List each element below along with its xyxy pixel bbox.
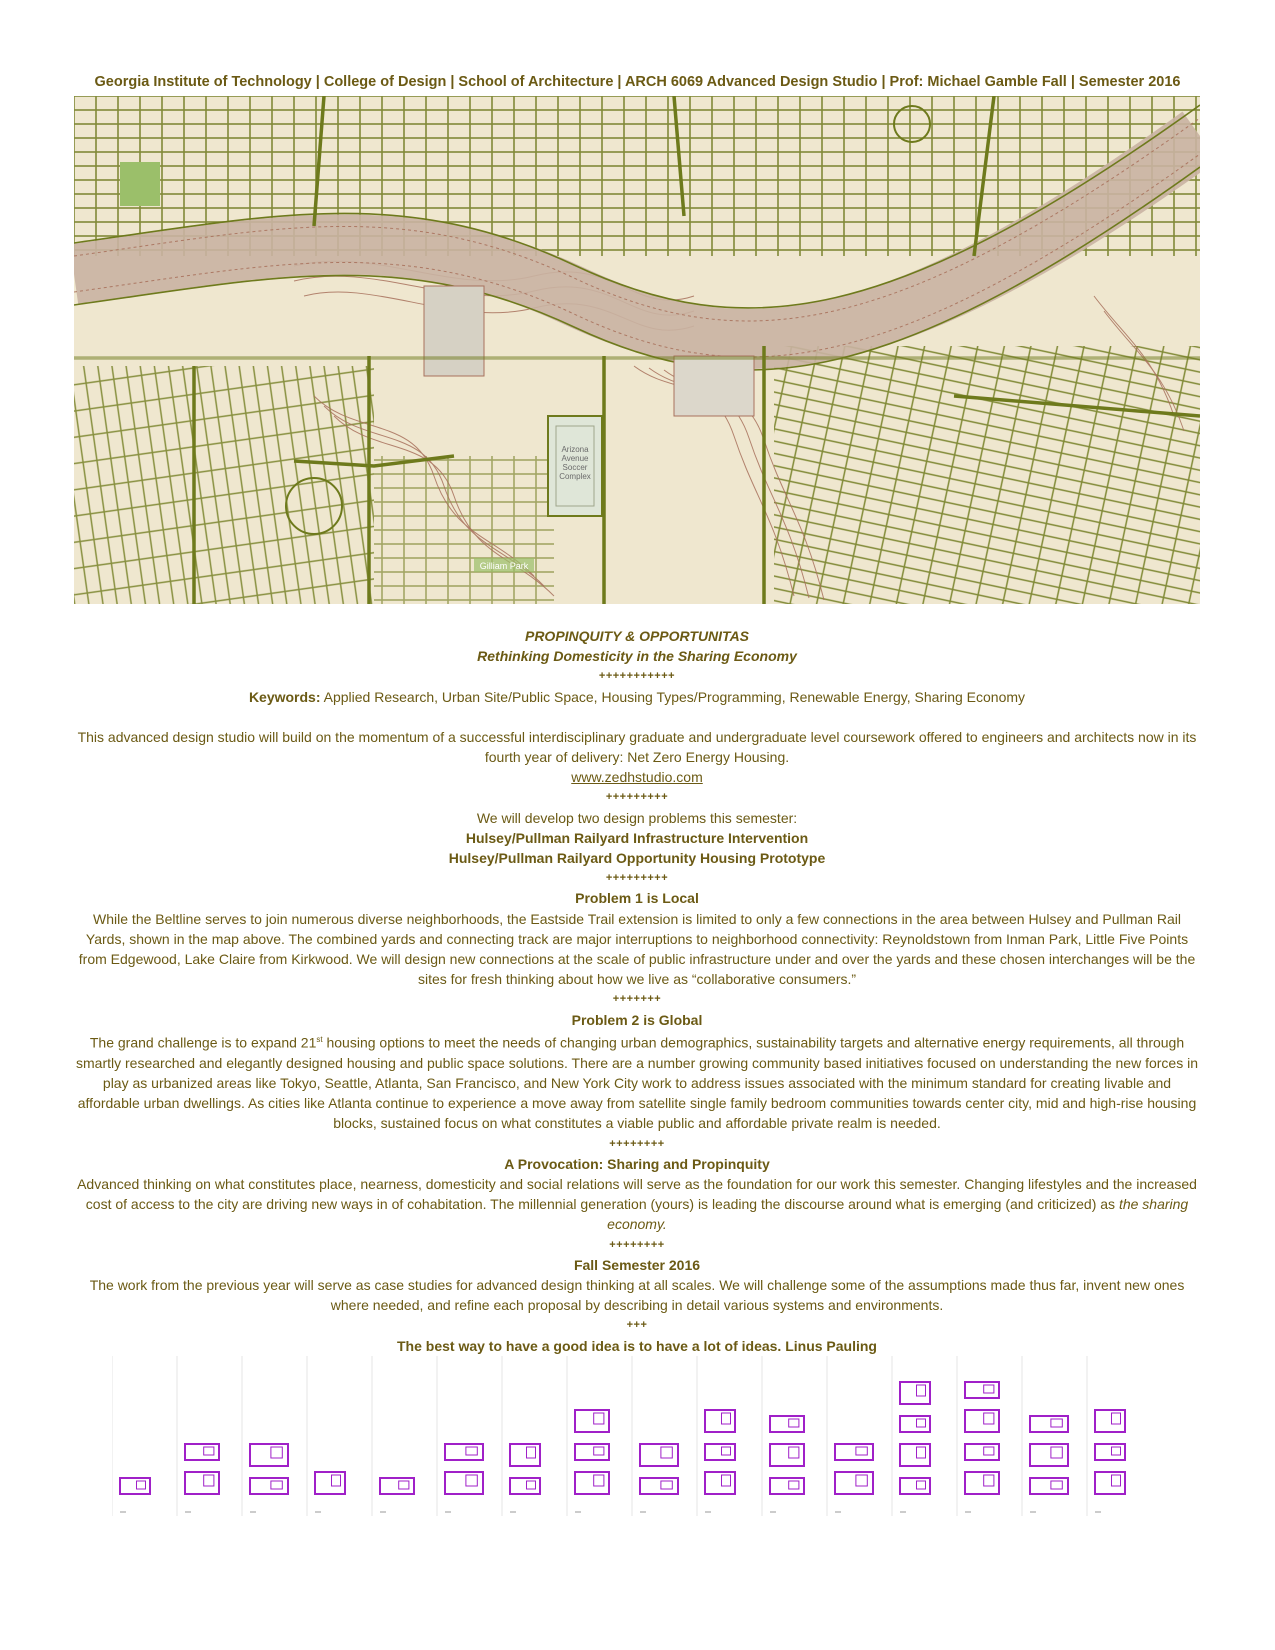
separator: +++++++++ [605,791,669,804]
fall-semester-text: The work from the previous year will serve as case studies for advanced design thinking at all scales. We will challenge some of the assumptions made thus far, invent new ones where needed, and refine each proposal by describing in detail various systems and environments. [89,1276,1185,1314]
plan-room [1051,1447,1062,1458]
studio-title: PROPINQUITY & OPPORTUNITAS [524,628,750,644]
problem-2-heading: Problem 2 is Global [571,1011,703,1028]
plan-room [984,1385,994,1393]
plan-room [789,1419,799,1427]
separator: +++++++++++ [598,670,676,683]
problems-intro: We will develop two design problems this semester: [476,809,798,826]
plan-room [917,1481,926,1489]
park-area [120,162,160,206]
studio-brief [74,626,1200,1356]
plan-room [1112,1413,1121,1424]
plan-room [856,1447,867,1455]
provocation-heading: A Provocation: Sharing and Propinquity [504,1155,770,1172]
plan-room [137,1481,146,1489]
site-map-graphic [74,96,1200,604]
header-course-line: Georgia Institute of Technology | College of Design | School of Architecture | ARCH 6069 Advanced Design Studio | Prof: Michael Gamble Fall | Semester 2016 [94,74,1181,90]
problem-2-text-a: The grand challenge is to expand 21 [89,1034,317,1051]
problem-2-text [74,1030,1200,1134]
housing-plan-diagrams [112,1356,1152,1516]
plan-room [204,1475,214,1486]
provocation-text [74,1174,1200,1235]
plan-room [204,1447,214,1455]
plan-room [1051,1419,1062,1427]
plan-room [722,1475,731,1486]
fall-semester-heading: Fall Semester 2016 [573,1256,701,1273]
separator: +++++++++ [605,872,669,885]
plan-room [917,1419,926,1427]
plan-room [984,1475,994,1486]
separator: ++++++++ [609,1238,665,1251]
plan-room [856,1475,867,1486]
site-map [74,96,1200,604]
plan-room [1051,1481,1062,1489]
plan-room [661,1447,672,1458]
plan-room [722,1413,731,1424]
plan-room [594,1413,604,1424]
plan-room [789,1447,799,1458]
plan-room [466,1475,477,1486]
keywords-label: Keywords: [248,688,321,705]
plan-room [984,1447,994,1455]
separator: +++ [626,1319,648,1332]
housing-plans-graphic [112,1356,1152,1516]
problem-1-heading: Problem 1 is Local [575,890,699,907]
problem-title-1: Hulsey/Pullman Railyard Infrastructure Intervention [465,829,809,846]
provocation-text-em: the sharing economy. [607,1196,1189,1233]
plan-room [527,1481,536,1489]
problem-title-2: Hulsey/Pullman Railyard Opportunity Housing Prototype [448,850,826,867]
problem-2-text-b: housing options to meet the needs of changing urban demographics, sustainability targets and alternative energy requirements, all through smartly researched and elegantly designed housing and public space solutions. There are a number growing community based initiatives focused on understanding the new forces in play as urbanized areas like Tokyo, Seattle, Atlanta, San Francisco, and New York City work to address issues associated with the minimum standard for creating livable and affordable urban dwellings. As cities like Atlanta continue to experience a move away from satellite single family bedroom communities towards center city, mid and high-rise housing blocks, sustained focus on what constitutes a viable public and affordable private realm is needed. [76,1034,1198,1132]
keywords-line [74,687,1200,707]
provocation-text-a: Advanced thinking on what constitutes place, nearness, domesticity and social relations will serve as the foundation for our work this semester. Changing lifestyles and the increased cost of access to the city are driving new ways in of cohabitation. The millennial generation (yours) is leading the discourse around what is emerging (and criticized) as [77,1175,1197,1213]
plan-room [594,1447,604,1455]
plan-room [917,1385,926,1396]
plan-room [527,1447,536,1458]
plan-room [466,1447,477,1455]
plan-room [722,1447,731,1455]
gilliam-park-label: Gilliam Park [479,561,529,571]
plan-room [594,1475,604,1486]
plan-room [271,1481,282,1489]
separator: +++++++ [612,993,662,1006]
plan-room [271,1447,282,1458]
intro-paragraph: This advanced design studio will build on the momentum of a successful interdisciplinary graduate and undergraduate level coursework offered to engineers and architects now in its fourth year of delivery: Net Zero Energy Housing. [77,728,1197,766]
studio-subtitle: Rethinking Domesticity in the Sharing Economy [477,648,797,665]
soccer-complex-label: Arizona Avenue Soccer Complex [559,445,591,481]
zedh-studio-link[interactable]: www.zedhstudio.com [571,769,703,786]
plan-room [332,1475,341,1486]
plan-room [399,1481,409,1489]
problem-2-sup: st [316,1034,323,1044]
plan-room [917,1447,926,1458]
plan-room [1112,1475,1121,1486]
plan-room [1112,1447,1121,1455]
problem-1-text: While the Beltline serves to join numerous diverse neighborhoods, the Eastside Trail extension is limited to only a few connections in the area between Hulsey and Pullman Rail Yards, shown in the map above. The combined yards and connecting track are major interruptions to neighborhood connectivity: Reynoldstown from Inman Park, Little Five Points from Edgewood, Lake Claire from Kirkwood. We will design new connections at the scale of public infrastructure under and over the yards and these chosen interchanges will be the sites for fresh thinking about how we live as “collaborative consumers.” [78,910,1196,988]
closing-quote: The best way to have a good idea is to have a lot of ideas. Linus Pauling [397,1337,877,1354]
plan-room [661,1481,672,1489]
separator: ++++++++ [609,1137,665,1150]
plan-room [984,1413,994,1424]
plan-room [789,1481,799,1489]
keywords-text: Applied Research, Urban Site/Public Space, Housing Types/Programming, Renewable Energy, Sharing Economy [320,688,1026,705]
